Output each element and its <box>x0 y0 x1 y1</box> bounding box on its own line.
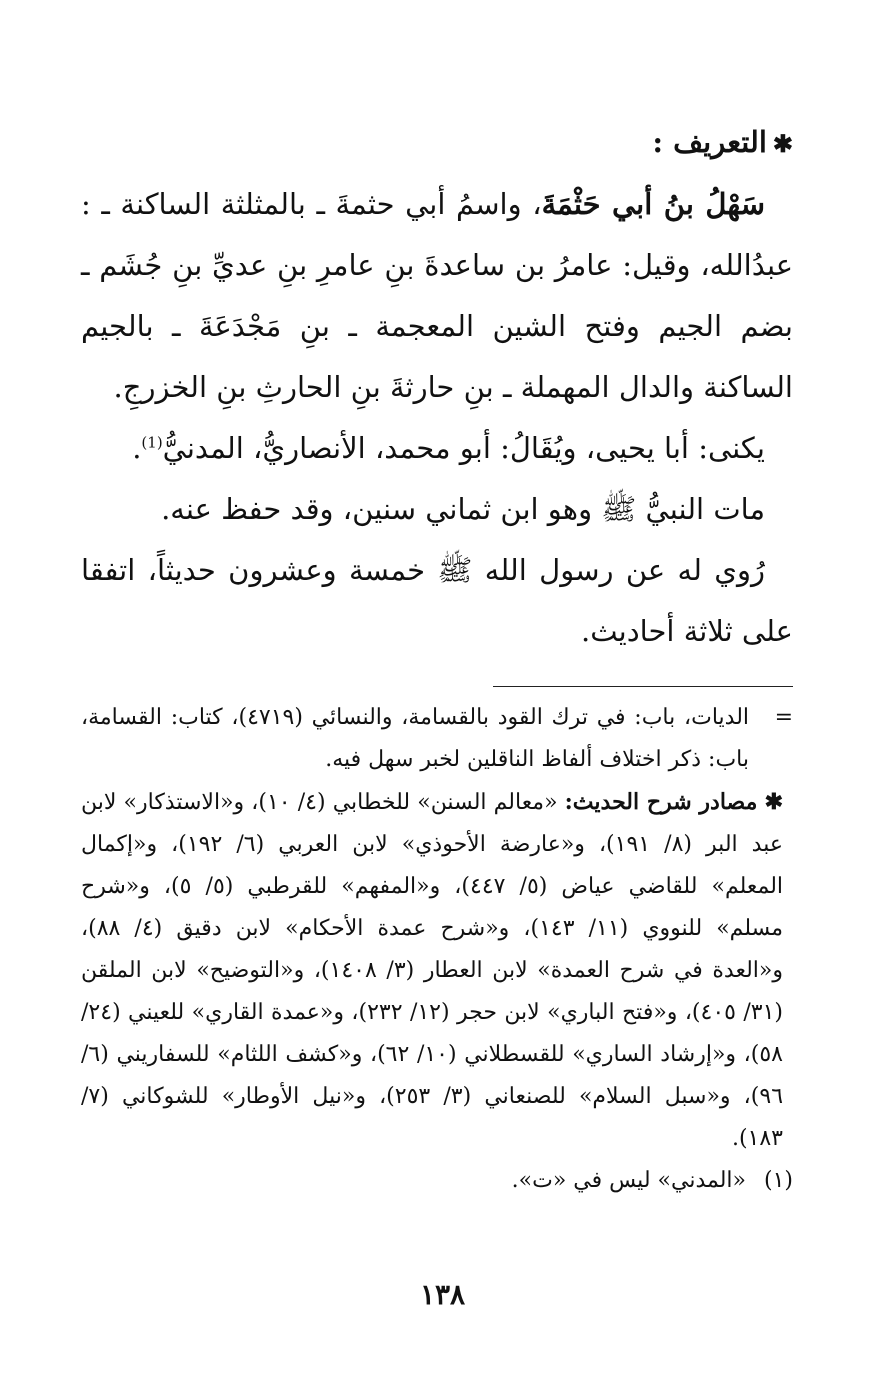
section-heading <box>81 112 793 174</box>
continuation-mark: = <box>774 705 793 730</box>
paragraph-age: مات النبيُّ ﷺ وهو ابن ثماني سنين، وقد حفظ عنه. <box>161 492 765 526</box>
sources-label: مصادر شرح الحديث: <box>564 789 758 815</box>
definition-text: ، واسمُ أبي حثمةَ ـ بالمثلثة الساكنة ـ : عبدُالله، وقيل: عامرُ بن ساعدةَ بنِ عامرِ بنِ عديِّ بنِ جُشَم ـ بضم الجيم وفتح الشين المعجمة ـ بنِ مَجْدَعَةَ ـ بالجيم الساكنة والدال المهملة ـ بنِ حارثةَ بنِ الحارثِ بنِ الخزرجِ. <box>81 187 793 404</box>
paragraph-kunya <box>81 418 793 479</box>
footnote-text: «المدني» ليس في «ت». <box>511 1168 746 1193</box>
footnotes <box>81 697 793 1202</box>
footnote-1 <box>81 1160 793 1202</box>
heading-text: التعريف : <box>652 125 767 159</box>
page-number: ١٣٨ <box>419 1278 466 1311</box>
paragraph-definition <box>81 174 793 418</box>
asterisk-icon: ✱ <box>772 129 793 158</box>
sources-text: «معالم السنن» للخطابي (٤/ ١٠)، و«الاستذكار» لابن عبد البر (٨/ ١٩١)، و«عارضة الأحوذي» لابن العربي (٦/ ١٩٢)، و«إكمال المعلم» للقاضي عياض (٥/ ٤٤٧)، و«المفهم» للقرطبي (٥/ ٥)، و«شرح مسلم» للنووي (١١/ ١٤٣)، و«شرح عمدة الأحكام» لابن دقيق (٤/ ٨٨)، و«العدة في شرح العمدة» لابن العطار (٣/ ١٤٠٨)، و«التوضيح» لابن الملقن (٣١/ ٤٠٥)، و«فتح الباري» لابن حجر (١٢/ ٢٣٢)، و«عمدة القاري» للعيني (٢٤/ ٥٨)، و«إرشاد الساري» للقسطلاني (١٠/ ٦٢)، و«كشف اللثام» للسفاريني (٦/ ٩٦)، و«سبل السلام» للصنعاني (٣/ ٢٥٣)، و«نيل الأوطار» للشوكاني (٧/ ١٨٣). <box>81 790 784 1151</box>
footnote-number: (١) <box>763 1168 793 1193</box>
footnote-continuation <box>81 697 793 781</box>
kunya-text: يكنى: أبا يحيى، ويُقَالُ: أبو محمد، الأنصاريُّ، المدنيُّ <box>162 431 765 465</box>
paragraph-narrations: رُوي له عن رسول الله ﷺ خمسة وعشرون حديثاً، اتفقا على ثلاثة أحاديث. <box>81 553 793 648</box>
main-text <box>81 112 793 662</box>
kunya-end: . <box>132 431 142 465</box>
footnote-divider <box>493 686 793 687</box>
companion-name: سَهْلُ بنُ أبي حَثْمَةَ <box>541 187 765 221</box>
asterisk-icon: ✱ <box>764 789 783 815</box>
continuation-text: الديات، باب: في ترك القود بالقسامة، والنسائي (٤٧١٩)، كتاب: القسامة، باب: ذكر اختلاف ألفاظ الناقلين لخبر سهل فيه. <box>81 705 750 772</box>
sources-note <box>81 781 793 1160</box>
footnote-marker: (1) <box>141 433 163 452</box>
